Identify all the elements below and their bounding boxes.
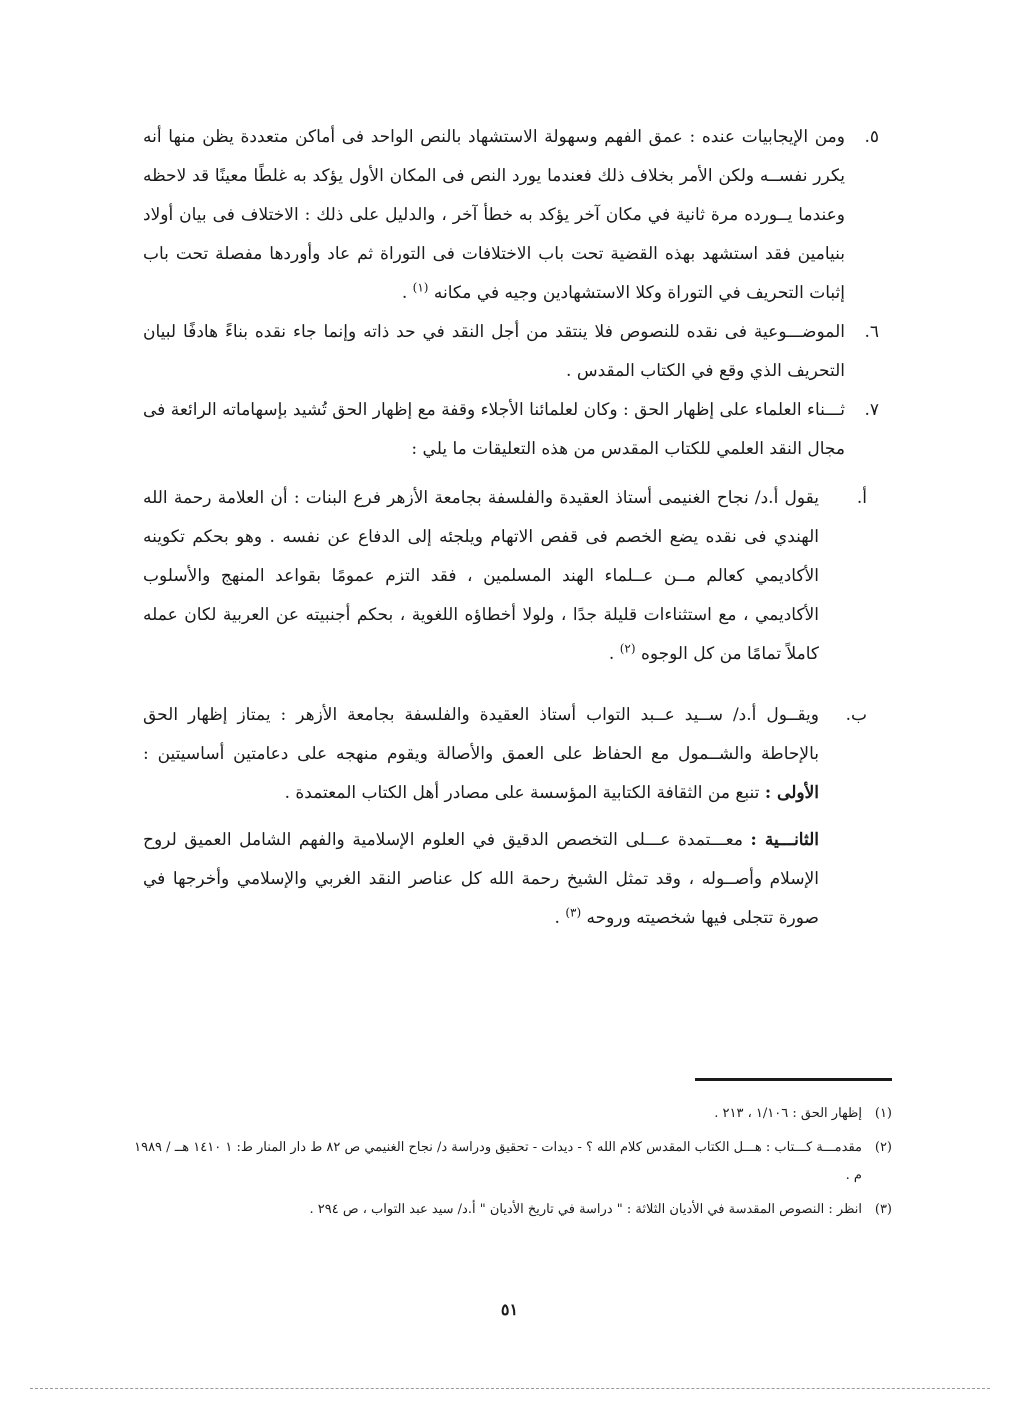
footnote-text: إظهار الحق : ١/١٠٦ ، ٢١٣ . (714, 1106, 862, 1121)
footnote-number: (٣) (874, 1202, 892, 1217)
footnote-text: انظر : النصوص المقدسة في الأديان الثلاثة : " دراسة في تاريخ الأديان " أ.د/ سيد عبد التواب ، ص ٢٩٤ . (309, 1202, 862, 1217)
item-text: الموضـــوعية فى نقده للنصوص فلا ينتقد من أجل النقد في حد ذاته وإنما جاء نقده بناءً هادفًا لبيان التحريف الذي وقع في الكتاب المقدس . (143, 322, 845, 381)
emphasis-first: الأولى : (764, 783, 819, 803)
item-text: ومن الإيجابيات عنده : عمق الفهم وسهولة الاستشهاد بالنص الواحد فى أماكن متعددة يظن منها أنه يكرر نفســه ولكن الأمر بخلاف ذلك فعندما يورد النص فى المكان الأول يؤكد به غلطًا معينًا قد لاحظه وعندما يــورده مرة ثانية في مكان آخر يؤكد به خطأ آخر ، والدليل على ذلك : الاختلاف فى بيان أولاد بنيامين فقد استشهد بهذه القضية تحت باب الاختلافات فى التوراة ثم عاد وأوردها مفصلة تحت باب إثبات التحريف في التوراة وكلا الاستشهادين وجيه في مكانه (143, 127, 845, 303)
item-number: ٥. (864, 127, 879, 147)
footnote-ref: (٣) (565, 905, 582, 920)
footnote-1 (122, 1100, 892, 1128)
main-text (143, 118, 879, 938)
footnote-number: (٢) (874, 1140, 892, 1155)
footnote-ref: (٢) (619, 641, 636, 656)
sub-item-text-after: تنبع من الثقافة الكتابية المؤسسة على مصادر أهل الكتاب المعتمدة . (284, 783, 760, 803)
continuation-text: معـــتمدة عـــلى التخصص الدقيق في العلوم الإسلامية والفهم الشامل العميق لروح الإسلام وأصــوله ، وقد تمثل الشيخ رحمة الله كل عناصر النقد الغربي والإسلامي وأخرجها في صورة تتجلى فيها شخصيته وروحه (143, 830, 819, 928)
list-item-5: ٥. ومن الإيجابيات عنده : عمق الفهم وسهولة الاستشهاد بالنص الواحد فى أماكن متعددة يظن منها أنه يكرر نفســه ولكن الأمر بخلاف ذلك فعندما يورد النص فى المكان الأول يؤكد به غلطًا معينًا قد لاحظه وعندما يــورده مرة ثانية في مكان آخر يؤكد به خطأ آخر ، والدليل على ذلك : الاختلاف فى بيان أولاد بنيامين فقد استشهد بهذه القضية تحت باب الاختلافات فى التوراة ثم عاد وأوردها مفصلة تحت باب إثبات التحريف في التوراة وكلا الاستشهادين وجيه في مكانه $^{(١)}$ . (143, 118, 879, 313)
footnote-text: مقدمـــة كـــتاب : هـــل الكتاب المقدس كلام الله ؟ - ديدات - تحقيق ودراسة د/ نجاح الغنيمي ص ٨٢ ط دار المنار ط: ١ ١٤١٠ هــ / ١٩٨٩ م . (134, 1140, 862, 1183)
sub-item-b (143, 696, 879, 813)
continuation-paragraph: الثانـــية : معـــتمدة عـــلى التخصص الدقيق في العلوم الإسلامية والفهم الشامل العميق لروح الإسلام وأصــوله ، وقد تمثل الشيخ رحمة الله كل عناصر النقد الغربي والإسلامي وأخرجها في صورة تتجلى فيها شخصيته وروحه $^{(٣)}$ . (143, 830, 820, 928)
sub-item-letter: ب. (845, 705, 867, 725)
item-number: ٦. (864, 322, 879, 342)
sub-item-letter: أ. (856, 488, 867, 508)
scan-artifact-line (30, 1388, 990, 1391)
sub-item-text-before: ويقــول أ.د/ ســيد عــبد التواب أستاذ العقيدة والفلسفة بجامعة الأزهر : يمتاز إظهار الحق بالإحاطة والشــمول مع الحفاظ على العمق والأصالة ويقوم منهجه على دعامتين أساسيتين : (143, 705, 819, 764)
sub-item-text: يقول أ.د/ نجاح الغنيمى أستاذ العقيدة والفلسفة بجامعة الأزهر فرع البنات : أن العلامة رحمة الله الهندي فى نقده يضع الخصم فى قفص الاتهام ويلجئه إلى الدفاع عن نفسه . وهو بحكم تكوينه الأكاديمي كعالم مــن عــلماء الهند المسلمين ، فقد التزم عمومًا بقواعد المنهج والأسلوب الأكاديمي ، مع استثناءات قليلة جدًا ، ولولا أخطاؤه اللغوية ، بحكم أجنبيته عن العربية لكان عمله كاملاً تمامًا من كل الوجوه (143, 488, 819, 664)
footnote-ref: (١) (412, 280, 429, 295)
footnote-3 (122, 1196, 892, 1224)
footnotes (122, 1100, 892, 1230)
footnote-separator (695, 1078, 892, 1081)
emphasis-second: الثانـــية : (750, 830, 820, 850)
list-item-6 (143, 313, 879, 391)
page-number: ٥١ (500, 1300, 519, 1319)
footnote-number: (١) (874, 1106, 892, 1121)
item-text: ثـــناء العلماء على إظهار الحق : وكان لعلمائنا الأجلاء وقفة مع إظهار الحق تُشيد بإسهاماته الرائعة فى مجال النقد العلمي للكتاب المقدس من هذه التعليقات ما يلي : (143, 400, 845, 459)
item-number: ٧. (864, 400, 879, 420)
sub-item-a: أ. يقول أ.د/ نجاح الغنيمى أستاذ العقيدة والفلسفة بجامعة الأزهر فرع البنات : أن العلامة رحمة الله الهندي فى نقده يضع الخصم فى قفص الاتهام ويلجئه إلى الدفاع عن نفسه . وهو بحكم تكوينه الأكاديمي كعالم مــن عــلماء الهند المسلمين ، فقد التزم عمومًا بقواعد المنهج والأسلوب الأكاديمي ، مع استثناءات قليلة جدًا ، ولولا أخطاؤه اللغوية ، بحكم أجنبيته عن العربية لكان عمله كاملاً تمامًا من كل الوجوه $^{(٢)}$ . (143, 479, 879, 674)
list-item-7 (143, 391, 879, 469)
footnote-2 (122, 1134, 892, 1190)
